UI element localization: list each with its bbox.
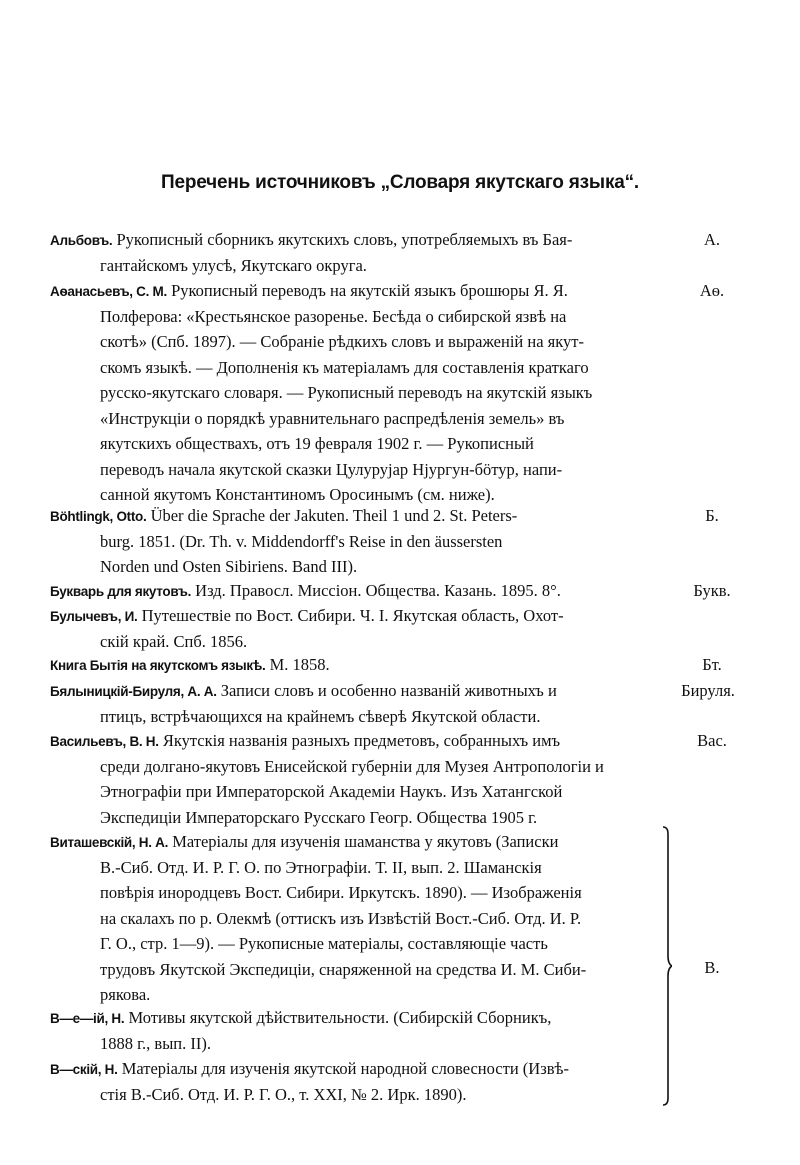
entry-line: Экспедиціи Императорскаго Русскаго Геогр. Общества 1905 г. bbox=[100, 807, 538, 827]
entry-text: Рукописный сборникъ якутскихъ словъ, употребляемыхъ въ Бая- bbox=[112, 230, 573, 249]
bibliography-entry bbox=[50, 829, 665, 1008]
bibliography-entry bbox=[50, 227, 665, 278]
entry-line: «Инструкціи о порядкѣ уравнительнаго распредѣленія земель» въ bbox=[100, 408, 565, 428]
entry-author: Виташевскій, Н. А. bbox=[50, 835, 169, 850]
entry-text: М. 1858. bbox=[265, 655, 330, 674]
entry-line: санной якутомъ Константиномъ Оросинымъ (см. ниже). bbox=[100, 485, 495, 504]
entry-author: Булычевъ, И. bbox=[50, 609, 138, 624]
bibliography-entry bbox=[50, 652, 665, 678]
entry-line bbox=[50, 1056, 665, 1082]
entry-line: Norden und Osten Sibiriens. Band III). bbox=[100, 557, 358, 576]
bibliography-entry bbox=[50, 578, 665, 604]
entry-line bbox=[50, 603, 665, 629]
bibliography-entry bbox=[50, 728, 665, 830]
source-abbreviation: Бируля. bbox=[681, 681, 735, 700]
entry-line: Г. О., стр. 1—9). — Рукописные матеріалы, составляющіе часть bbox=[100, 934, 548, 953]
entry-line: русско-якутскаго словаря. — Рукописный переводъ на якутскій языкъ bbox=[100, 383, 593, 402]
entry-line: 1888 г., вып. II). bbox=[100, 1033, 211, 1053]
source-abbreviation: Бт. bbox=[702, 655, 722, 674]
entry-line: среди долгано-якутовъ Енисейской губерніи для Музея Антропологіи и bbox=[100, 756, 604, 776]
entry-line: burg. 1851. (Dr. Th. v. Middendorff's Reise in den äussersten bbox=[100, 531, 503, 551]
bibliography-entry bbox=[50, 603, 665, 654]
entry-author: Букварь для якутовъ. bbox=[50, 584, 192, 599]
entry-author: В—е—ій, Н. bbox=[50, 1011, 125, 1026]
bibliography-entry bbox=[50, 503, 665, 580]
entry-line bbox=[50, 278, 665, 304]
source-abbreviation: Б. bbox=[705, 506, 719, 525]
entry-line bbox=[50, 829, 665, 855]
entry-line: Полферова: «Крестьянское разоренье. Бесѣда о сибирской язвѣ на bbox=[100, 306, 567, 326]
entry-line bbox=[50, 227, 665, 253]
entry-text: Изд. Правосл. Миссіон. Общества. Казань. 1895. 8°. bbox=[191, 581, 561, 600]
entry-text: Über die Sprache der Jakuten. Theil 1 und 2. St. Peters- bbox=[146, 506, 518, 525]
entry-line bbox=[50, 578, 665, 604]
entry-text: Якутскія названія разныхъ предметовъ, собранныхъ имъ bbox=[158, 731, 561, 750]
entry-line: гантайскомъ улусѣ, Якутскаго округа. bbox=[100, 255, 367, 275]
entry-line: повѣрія инородцевъ Вост. Сибири. Иркутскъ. 1890). — Изображенія bbox=[100, 883, 582, 902]
source-abbreviation: А. bbox=[703, 230, 721, 249]
group-brace bbox=[662, 826, 672, 1106]
entry-text: Путешествіе по Вост. Сибири. Ч. I. Якутская область, Охот- bbox=[137, 606, 564, 625]
entry-line: рякова. bbox=[100, 985, 151, 1004]
entry-line: скотѣ» (Спб. 1897). — Собраніе рѣдкихъ словъ и выраженій на якут- bbox=[100, 332, 584, 351]
entry-text: Рукописный переводъ на якутскій языкъ брошюры Я. Я. bbox=[166, 281, 568, 300]
bibliography-entry bbox=[50, 678, 665, 729]
entry-line: трудовъ Якутской Экспедиціи, снаряженной на средства И. М. Сиби- bbox=[100, 959, 587, 979]
group-abbreviation: В. bbox=[704, 958, 720, 977]
entry-line: птицъ, встрѣчающихся на крайнемъ сѣверѣ Якутской области. bbox=[100, 706, 541, 726]
entry-line: стія В.-Сиб. Отд. И. Р. Г. О., т. XXI, № 2. Ирк. 1890). bbox=[100, 1084, 467, 1104]
bibliography-entry bbox=[50, 278, 665, 508]
entry-author: Васильевъ, В. Н. bbox=[50, 734, 159, 749]
entry-line: переводъ начала якутской сказки Цулуруjар Нjургун-бöтур, напи- bbox=[100, 459, 563, 479]
entry-author: Аѳанасьевъ, С. М. bbox=[50, 284, 167, 299]
entry-line: В.-Сиб. Отд. И. Р. Г. О. по Этнографіи. Т. II, вып. 2. Шаманскія bbox=[100, 857, 542, 877]
entry-line: скомъ языкѣ. — Дополненія къ матеріаламъ для составленія краткаго bbox=[100, 357, 589, 377]
entry-line bbox=[50, 1005, 665, 1031]
entry-text: Записи словъ и особенно названій животныхъ и bbox=[216, 681, 557, 700]
entry-line: Этнографіи при Императорской Академіи Наукъ. Изъ Хатангской bbox=[100, 782, 563, 801]
source-abbreviation: Вас. bbox=[697, 731, 727, 750]
entry-line: на скалахъ по р. Олекмѣ (оттискъ изъ Извѣстій Вост.-Сиб. Отд. И. Р. bbox=[100, 908, 582, 928]
entry-line bbox=[50, 678, 665, 704]
entry-line: якутскихъ обществахъ, отъ 19 февраля 1902 г. — Рукописный bbox=[100, 434, 534, 453]
entry-author: Böhtlingk, Otto. bbox=[50, 509, 147, 524]
entry-author: В—скій, Н. bbox=[50, 1062, 118, 1077]
bibliography-entry bbox=[50, 1005, 665, 1056]
entry-line: скій край. Спб. 1856. bbox=[100, 631, 248, 651]
page-title: Перечень источниковъ „Словаря якутскаго языка“. bbox=[161, 172, 639, 193]
source-abbreviation: Букв. bbox=[693, 581, 731, 600]
entry-text: Матеріалы для изученія шаманства у якутовъ (Записки bbox=[168, 832, 559, 851]
entry-line bbox=[50, 503, 665, 529]
entry-line bbox=[50, 728, 665, 754]
entry-line bbox=[50, 652, 665, 678]
entry-author: Альбовъ. bbox=[50, 233, 113, 248]
entry-text: Матеріалы для изученія якутской народной словесности (Извѣ- bbox=[117, 1059, 569, 1078]
entry-author: Книга Бытія на якутскомъ языкѣ. bbox=[50, 658, 266, 673]
entry-author: Бялыницкій-Бируля, А. А. bbox=[50, 684, 217, 699]
source-abbreviation: Аѳ. bbox=[699, 281, 725, 300]
bibliography-entry bbox=[50, 1056, 665, 1107]
entry-text: Мотивы якутской дѣйствительности. (Сибирскій Сборникъ, bbox=[124, 1008, 552, 1027]
